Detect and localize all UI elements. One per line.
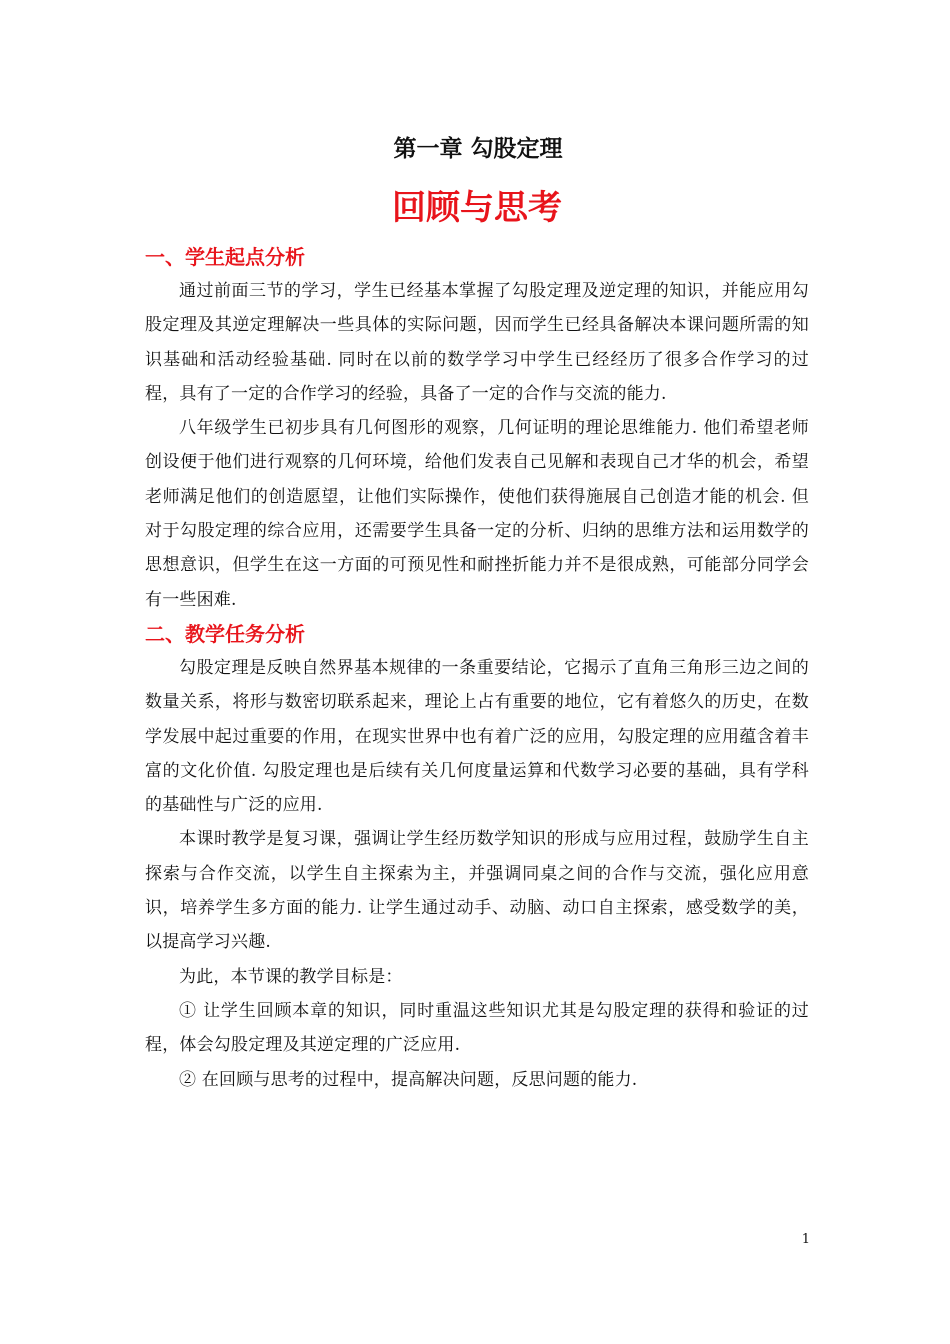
section-heading: 二、教学任务分析 xyxy=(145,621,305,646)
section-teaching-task-analysis xyxy=(145,617,809,1097)
page-content xyxy=(145,128,809,1097)
paragraph: 本课时教学是复习课，强调让学生经历数学知识的形成与应用过程，鼓励学生自主探索与合作交流，以学生自主探索为主，并强调同桌之间的合作与交流，强化应用意识，培养学生多方面的能力. 让学生通过动手、动脑、动口自主探索，感受数学的美，以提高学习兴趣. xyxy=(145,829,809,953)
chapter-title: 第一章 勾股定理 xyxy=(393,136,563,162)
goal-item-1: ① 让学生回顾本章的知识，同时重温这些知识尤其是勾股定理的获得和验证的过程，体会勾股定理及其逆定理的广泛应用. xyxy=(145,1000,809,1056)
paragraph: 通过前面三节的学习，学生已经基本掌握了勾股定理及逆定理的知识，并能应用勾股定理及其逆定理解决一些具体的实际问题，因而学生已经具备解决本课问题所需的知识基础和活动经验基础. 同时在以前的数学学习中学生已经经历了很多合作学习的过程，具有了一定的合作学习的经验，具备了一定的合作与交流的能力. xyxy=(145,281,809,404)
paragraph: 勾股定理是反映自然界基本规律的一条重要结论，它揭示了直角三角形三边之间的数量关系，将形与数密切联系起来，理论上占有重要的地位，它有着悠久的历史，在数学发展中起过重要的作用，在现实世界中也有着广泛的应用，勾股定理的应用蕴含着丰富的文化价值. 勾股定理也是后续有关几何度量运算和代数学习必要的基础，具有学科的基础性与广泛的应用. xyxy=(145,657,809,816)
goal-item-2: ② 在回顾与思考的过程中，提高解决问题，反思问题的能力. xyxy=(179,1069,638,1090)
section-heading: 一、学生起点分析 xyxy=(145,245,305,269)
paragraph: 八年级学生已初步具有几何图形的观察，几何证明的理论思维能力. 他们希望老师创设便于他们进行观察的几何环境，给他们发表自己见解和表现自己才华的机会，希望老师满足他们的创造愿望，让他们实际操作，使他们获得施展自己创造才能的机会. 但对于勾股定理的综合应用，还需要学生具备一定的分析、归纳的思维方法和运用数学的思想意识，但学生在这一方面的可预见性和耐挫折能力并不是很成熟，可能部分同学会有一些困难. xyxy=(145,418,809,610)
section-student-analysis xyxy=(145,240,809,617)
main-title: 回顾与思考 xyxy=(392,188,562,228)
page-number: 1 xyxy=(801,1232,810,1247)
paragraph: 为此，本节课的教学目标是： xyxy=(179,966,403,987)
